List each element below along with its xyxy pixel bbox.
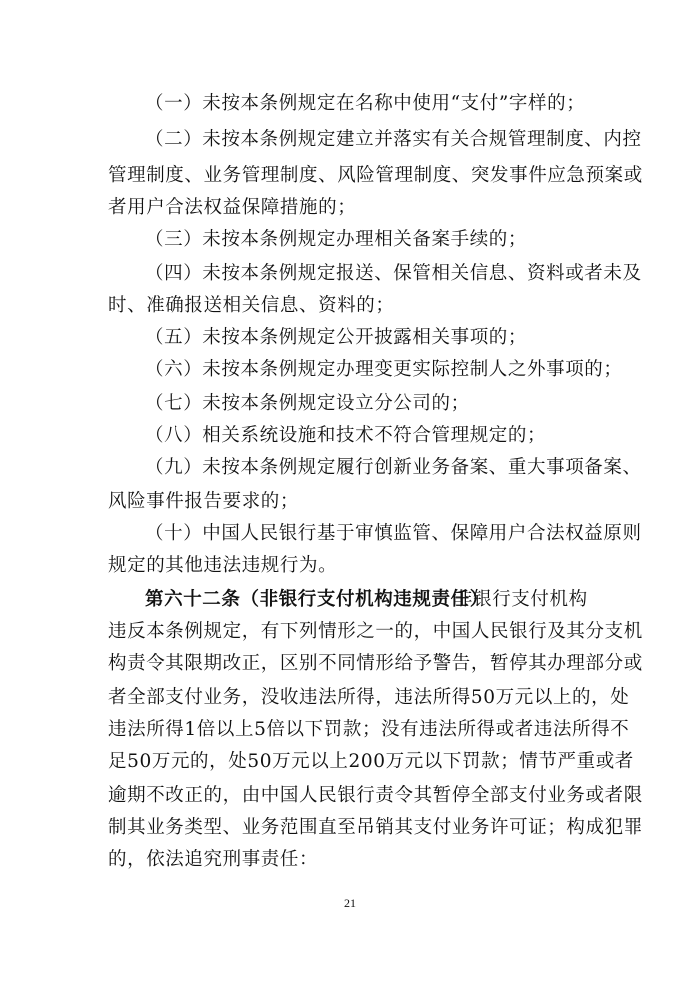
page-number: 21 <box>344 896 356 910</box>
text-line-4: 者用户合法权益保障措施的； <box>108 197 357 218</box>
text-line-2: （二）未按本条例规定建立并落实有关合规管理制度、内控 <box>145 129 642 150</box>
text-line-15: 规定的其他违法违规行为。 <box>108 555 338 576</box>
text-line-20: 违法所得1倍以上5倍以下罚款；没有违法所得或者违法所得不 <box>108 719 630 740</box>
text-line-13: 风险事件报告要求的； <box>108 491 300 512</box>
text-line-1: （一）未按本条例规定在名称中使用“支付”字样的； <box>145 93 586 114</box>
text-line-21: 足50万元的，处50万元以上200万元以下罚款；情节严重或者 <box>108 751 634 772</box>
text-line-19: 者全部支付业务，没收违法所得，违法所得50万元以上的，处 <box>108 687 630 708</box>
text-line-18: 构责令其限期改正，区别不同情形给予警告，暂停其办理部分或 <box>108 653 643 674</box>
text-line-17: 违反本条例规定，有下列情形之一的，中国人民银行及其分支机 <box>108 621 643 642</box>
text-line-5: （三）未按本条例规定办理相关备案手续的； <box>145 229 528 250</box>
article-heading: 第六十二条（非银行支付机构违规责任） <box>145 589 489 610</box>
text-line-23: 制其业务类型、业务范围直至吊销其支付业务许可证；构成犯罪 <box>108 817 643 838</box>
text-line-24: 的，依法追究刑事责任： <box>108 849 319 870</box>
text-line-22: 逾期不改正的，由中国人民银行责令其暂停全部支付业务或者限 <box>108 785 643 806</box>
text-line-12: （九）未按本条例规定履行创新业务备案、重大事项备案、 <box>145 457 642 478</box>
text-line-16b: 非银行支付机构 <box>454 589 588 610</box>
text-line-9: （六）未按本条例规定办理变更实际控制人之外事项的； <box>145 359 623 380</box>
text-line-10: （七）未按本条例规定设立分公司的； <box>145 393 470 414</box>
text-line-14: （十）中国人民银行基于审慎监管、保障用户合法权益原则 <box>145 523 642 544</box>
text-line-7: 时、准确报送相关信息、资料的； <box>108 295 395 316</box>
text-line-11: （八）相关系统设施和技术不符合管理规定的； <box>145 425 547 446</box>
text-line-8: （五）未按本条例规定公开披露相关事项的； <box>145 327 528 348</box>
text-line-3: 管理制度、业务管理制度、风险管理制度、突发事件应急预案或 <box>108 165 643 186</box>
text-line-6: （四）未按本条例规定报送、保管相关信息、资料或者未及 <box>145 263 642 284</box>
